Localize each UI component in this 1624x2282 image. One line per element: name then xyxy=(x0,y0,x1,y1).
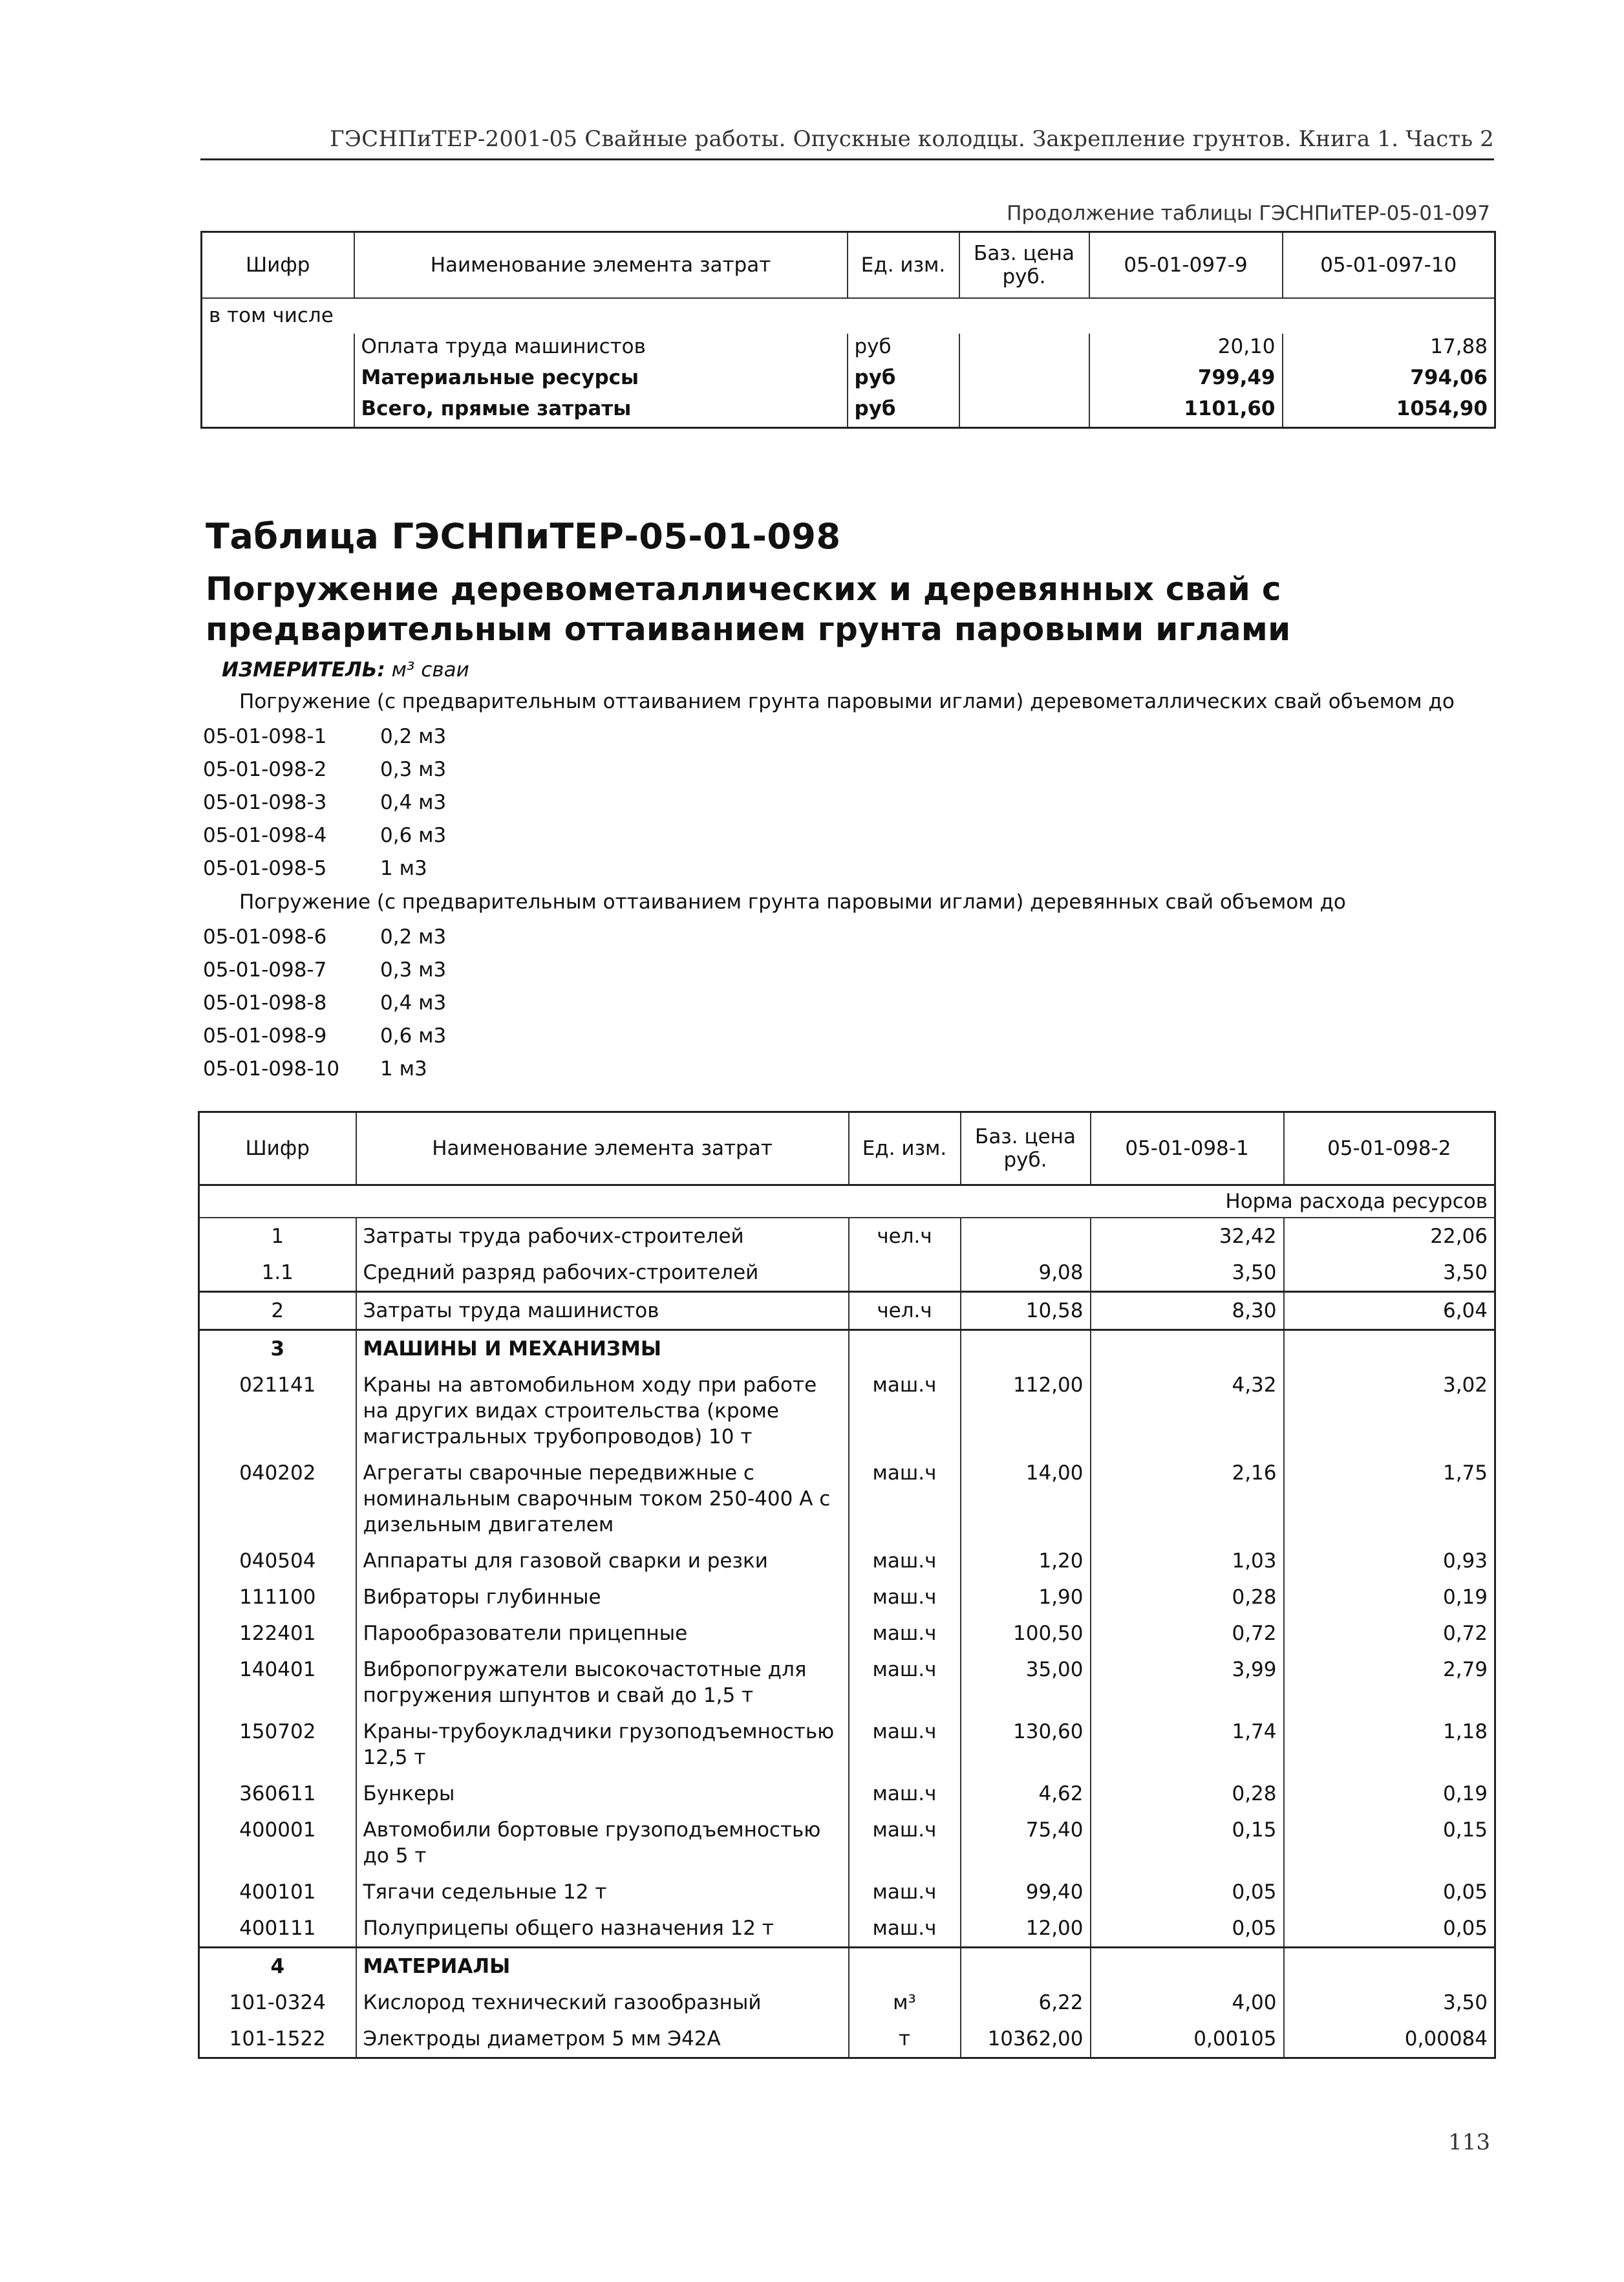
cell-price xyxy=(961,1330,1091,1368)
cell-value-2: 0,05 xyxy=(1284,1874,1495,1910)
cell-name: Электроды диаметром 5 мм Э42А xyxy=(356,2021,849,2058)
cell-name: в том числе xyxy=(202,298,1495,334)
code-volume: 0,4 м3 xyxy=(380,991,447,1015)
cell-name: Аппараты для газовой сварки и резки xyxy=(356,1543,849,1579)
cell-unit: руб xyxy=(848,396,959,428)
cell-price xyxy=(959,334,1089,365)
col-header-code: Шифр xyxy=(202,232,354,299)
code-list-item xyxy=(203,1024,656,1057)
cell-value-1: 4,32 xyxy=(1091,1367,1284,1455)
cell-price: 9,08 xyxy=(961,1254,1091,1292)
cell-code: 2 xyxy=(199,1292,356,1330)
cell-price: 14,00 xyxy=(961,1455,1091,1543)
cell-value-2: 0,15 xyxy=(1284,1812,1495,1874)
col-header-name: Наименование элемента затрат xyxy=(356,1112,849,1185)
cell-value-1 xyxy=(1091,1948,1284,1985)
table-row xyxy=(199,1910,1495,1948)
table-row xyxy=(202,396,1495,428)
cell-name: Вибропогружатели высокочастотные для погружения шпунтов и свай до 1,5 т xyxy=(356,1652,849,1714)
table-row xyxy=(199,1776,1495,1812)
code-list-item xyxy=(203,991,656,1024)
cell-value-2: 2,79 xyxy=(1284,1652,1495,1714)
cell-value-1: 3,99 xyxy=(1091,1652,1284,1714)
resource-table xyxy=(198,1111,1496,2059)
cell-value-1: 3,50 xyxy=(1091,1254,1284,1292)
code-list-metal-wood xyxy=(203,725,656,890)
continuation-body xyxy=(202,298,1495,428)
code-list-wood xyxy=(203,925,656,1090)
cell-value-2: 0,19 xyxy=(1284,1579,1495,1615)
code-id: 05-01-098-10 xyxy=(203,1057,340,1081)
running-header: ГЭСНПиТЕР-2001-05 Свайные работы. Опускные колодцы. Закрепление грунтов. Книга 1. Часть 2 xyxy=(330,126,1494,152)
cell-name: Средний разряд рабочих-строителей xyxy=(356,1254,849,1292)
cell-unit: маш.ч xyxy=(849,1812,961,1874)
cell-value-2: 22,06 xyxy=(1284,1218,1495,1254)
cell-code: 4 xyxy=(199,1948,356,1985)
cell-name: Агрегаты сварочные передвижные с номинальным сварочным током 250-400 А с дизельным двигателем xyxy=(356,1455,849,1543)
cell-code: 140401 xyxy=(199,1652,356,1714)
cell-name: Краны-трубоукладчики грузоподъемностью 12,5 т xyxy=(356,1714,849,1776)
cell-unit: руб xyxy=(848,334,959,365)
code-volume: 0,3 м3 xyxy=(380,758,447,781)
cell-price: 4,62 xyxy=(961,1776,1091,1812)
cell-price: 10,58 xyxy=(961,1292,1091,1330)
header-divider xyxy=(200,158,1494,160)
cell-code xyxy=(202,334,354,365)
cell-value-1: 8,30 xyxy=(1091,1292,1284,1330)
table-row xyxy=(199,1330,1495,1368)
cell-unit: чел.ч xyxy=(849,1292,961,1330)
cell-price: 35,00 xyxy=(961,1652,1091,1714)
cell-code: 400001 xyxy=(199,1812,356,1874)
measure-line xyxy=(222,658,469,682)
cell-value-2: 794,06 xyxy=(1283,365,1495,396)
continuation-table xyxy=(200,231,1496,429)
cell-value-2: 3,50 xyxy=(1284,1985,1495,2021)
code-volume: 0,6 м3 xyxy=(380,824,447,847)
col-header-v1: 05-01-098-1 xyxy=(1091,1112,1284,1185)
cell-unit: маш.ч xyxy=(849,1714,961,1776)
table-row xyxy=(199,1367,1495,1455)
cell-value-2: 6,04 xyxy=(1284,1292,1495,1330)
cell-value-1: 0,28 xyxy=(1091,1776,1284,1812)
resource-header-row xyxy=(199,1112,1495,1185)
cell-price: 10362,00 xyxy=(961,2021,1091,2058)
table-row xyxy=(199,1455,1495,1543)
cell-unit xyxy=(849,1330,961,1368)
table-title: Таблица ГЭСНПиТЕР-05-01-098 xyxy=(206,516,841,557)
cell-code: 101-0324 xyxy=(199,1985,356,2021)
table-row xyxy=(199,2021,1495,2058)
cell-price: 112,00 xyxy=(961,1367,1091,1455)
cell-code: 360611 xyxy=(199,1776,356,1812)
cell-unit: маш.ч xyxy=(849,1874,961,1910)
cell-name: Затраты труда рабочих-строителей xyxy=(356,1218,849,1254)
table-row xyxy=(199,1218,1495,1254)
code-list-item xyxy=(203,958,656,991)
code-id: 05-01-098-5 xyxy=(203,857,327,880)
code-id: 05-01-098-6 xyxy=(203,925,327,949)
cell-unit: маш.ч xyxy=(849,1910,961,1948)
col-header-code: Шифр xyxy=(199,1112,356,1185)
cell-unit: маш.ч xyxy=(849,1615,961,1652)
cell-code: 1.1 xyxy=(199,1254,356,1292)
cell-code: 122401 xyxy=(199,1615,356,1652)
cell-code: 111100 xyxy=(199,1579,356,1615)
code-id: 05-01-098-9 xyxy=(203,1024,327,1048)
code-volume: 1 м3 xyxy=(380,857,427,880)
cell-code: 040504 xyxy=(199,1543,356,1579)
code-list-item xyxy=(203,758,656,791)
cell-value-2: 17,88 xyxy=(1283,334,1495,365)
cell-price: 75,40 xyxy=(961,1812,1091,1874)
cell-value-1: 0,15 xyxy=(1091,1812,1284,1874)
code-volume: 0,4 м3 xyxy=(380,791,447,814)
table-row xyxy=(202,334,1495,365)
cell-price xyxy=(961,1218,1091,1254)
col-header-name: Наименование элемента затрат xyxy=(354,232,848,299)
cell-value-1 xyxy=(1091,1330,1284,1368)
resource-body xyxy=(199,1185,1495,2058)
cell-unit: м³ xyxy=(849,1985,961,2021)
code-id: 05-01-098-2 xyxy=(203,758,327,781)
code-volume: 0,2 м3 xyxy=(380,725,447,748)
cell-unit: руб xyxy=(848,365,959,396)
cell-unit xyxy=(849,1948,961,1985)
cell-name: Парообразователи прицепные xyxy=(356,1615,849,1652)
cell-value-1: 0,28 xyxy=(1091,1579,1284,1615)
table-row xyxy=(199,1874,1495,1910)
cell-name: Вибраторы глубинные xyxy=(356,1579,849,1615)
cell-unit: т xyxy=(849,2021,961,2058)
col-header-unit: Ед. изм. xyxy=(849,1112,961,1185)
code-volume: 0,3 м3 xyxy=(380,958,447,982)
code-id: 05-01-098-8 xyxy=(203,991,327,1015)
cell-value-2: 1054,90 xyxy=(1283,396,1495,428)
norma-label: Норма расхода ресурсов xyxy=(199,1185,1495,1218)
code-volume: 1 м3 xyxy=(380,1057,427,1081)
table-row xyxy=(199,1652,1495,1714)
cell-value-2: 0,00084 xyxy=(1284,2021,1495,2058)
cell-value-2: 0,93 xyxy=(1284,1543,1495,1579)
norma-row xyxy=(199,1185,1495,1218)
cell-price: 100,50 xyxy=(961,1615,1091,1652)
cell-unit: маш.ч xyxy=(849,1652,961,1714)
cell-code: 101-1522 xyxy=(199,2021,356,2058)
code-list-item xyxy=(203,791,656,824)
cell-code: 3 xyxy=(199,1330,356,1368)
cell-value-2: 3,02 xyxy=(1284,1367,1495,1455)
cell-name: Тягачи седельные 12 т xyxy=(356,1874,849,1910)
cell-name: МАТЕРИАЛЫ xyxy=(356,1948,849,1985)
cell-name: Оплата труда машинистов xyxy=(354,334,848,365)
cell-price: 130,60 xyxy=(961,1714,1091,1776)
cell-price: 1,90 xyxy=(961,1579,1091,1615)
code-list-item xyxy=(203,1057,656,1090)
col-header-price: Баз. цена руб. xyxy=(959,232,1089,299)
table-row xyxy=(199,1812,1495,1874)
cell-code: 400101 xyxy=(199,1874,356,1910)
cell-unit: маш.ч xyxy=(849,1455,961,1543)
cell-unit: маш.ч xyxy=(849,1367,961,1455)
cell-value-2: 0,05 xyxy=(1284,1910,1495,1948)
table-row xyxy=(199,1615,1495,1652)
cell-price xyxy=(959,365,1089,396)
cell-name: Автомобили бортовые грузоподъемностью до 5 т xyxy=(356,1812,849,1874)
cell-code: 1 xyxy=(199,1218,356,1254)
cell-name: МАШИНЫ И МЕХАНИЗМЫ xyxy=(356,1330,849,1368)
table-row xyxy=(199,1985,1495,2021)
cell-code xyxy=(202,365,354,396)
cell-price: 99,40 xyxy=(961,1874,1091,1910)
cell-price: 12,00 xyxy=(961,1910,1091,1948)
code-list-item xyxy=(203,725,656,758)
description-wood: Погружение (с предварительным оттаиванием грунта паровыми иглами) деревянных свай объемом до xyxy=(239,890,1346,914)
code-list-item xyxy=(203,824,656,857)
code-id: 05-01-098-7 xyxy=(203,958,327,982)
cell-code xyxy=(202,396,354,428)
cell-name: Полуприцепы общего назначения 12 т xyxy=(356,1910,849,1948)
cell-name: Кислород технический газообразный xyxy=(356,1985,849,2021)
col-header-v2: 05-01-098-2 xyxy=(1284,1112,1495,1185)
cell-value-2: 1,18 xyxy=(1284,1714,1495,1776)
continuation-header-row xyxy=(202,232,1495,299)
cell-value-1: 2,16 xyxy=(1091,1455,1284,1543)
cell-value-1: 0,72 xyxy=(1091,1615,1284,1652)
continuation-caption: Продолжение таблицы ГЭСНПиТЕР-05-01-097 xyxy=(1007,202,1490,225)
cell-unit xyxy=(849,1254,961,1292)
cell-code: 040202 xyxy=(199,1455,356,1543)
cell-price xyxy=(959,396,1089,428)
cell-value-1: 0,05 xyxy=(1091,1874,1284,1910)
cell-value-1: 0,05 xyxy=(1091,1910,1284,1948)
cell-value-1: 1,03 xyxy=(1091,1543,1284,1579)
cell-value-2: 1,75 xyxy=(1284,1455,1495,1543)
cell-unit: маш.ч xyxy=(849,1579,961,1615)
table-row xyxy=(199,1543,1495,1579)
code-id: 05-01-098-1 xyxy=(203,725,327,748)
cell-value-1: 799,49 xyxy=(1089,365,1283,396)
table-row xyxy=(202,298,1495,334)
cell-unit: маш.ч xyxy=(849,1776,961,1812)
code-volume: 0,2 м3 xyxy=(380,925,447,949)
cell-unit: маш.ч xyxy=(849,1543,961,1579)
cell-name: Затраты труда машинистов xyxy=(356,1292,849,1330)
cell-code: 021141 xyxy=(199,1367,356,1455)
code-id: 05-01-098-4 xyxy=(203,824,327,847)
cell-name: Бункеры xyxy=(356,1776,849,1812)
table-row xyxy=(199,1579,1495,1615)
col-header-price: Баз. цена руб. xyxy=(961,1112,1091,1185)
table-row xyxy=(202,365,1495,396)
col-header-v2: 05-01-097-10 xyxy=(1283,232,1495,299)
description-metal-wood: Погружение (с предварительным оттаиванием грунта паровыми иглами) деревометаллических свай объемом до xyxy=(239,690,1455,713)
code-list-item xyxy=(203,857,656,890)
cell-name: Краны на автомобильном ходу при работе на других видах строительства (кроме магистральных трубопроводов) 10 т xyxy=(356,1367,849,1455)
table-row xyxy=(199,1714,1495,1776)
cell-value-1: 32,42 xyxy=(1091,1218,1284,1254)
table-subtitle: Погружение деревометаллических и деревянных свай с предварительным оттаиванием грунта паровыми иглами xyxy=(206,570,1291,648)
cell-value-1: 20,10 xyxy=(1089,334,1283,365)
cell-value-2: 0,19 xyxy=(1284,1776,1495,1812)
cell-value-1: 4,00 xyxy=(1091,1985,1284,2021)
cell-value-1: 0,00105 xyxy=(1091,2021,1284,2058)
table-row xyxy=(199,1254,1495,1292)
page-number: 113 xyxy=(1448,2129,1490,2155)
cell-value-1: 1,74 xyxy=(1091,1714,1284,1776)
cell-value-1: 1101,60 xyxy=(1089,396,1283,428)
cell-name: Всего, прямые затраты xyxy=(354,396,848,428)
measure-value: м³ сваи xyxy=(391,658,469,682)
cell-value-2: 0,72 xyxy=(1284,1615,1495,1652)
cell-price xyxy=(961,1948,1091,1985)
code-list-item xyxy=(203,925,656,958)
col-header-unit: Ед. изм. xyxy=(848,232,959,299)
cell-value-2: 3,50 xyxy=(1284,1254,1495,1292)
cell-code: 400111 xyxy=(199,1910,356,1948)
col-header-v1: 05-01-097-9 xyxy=(1089,232,1283,299)
cell-code: 150702 xyxy=(199,1714,356,1776)
table-row xyxy=(199,1292,1495,1330)
cell-name: Материальные ресурсы xyxy=(354,365,848,396)
cell-unit: чел.ч xyxy=(849,1218,961,1254)
cell-price: 1,20 xyxy=(961,1543,1091,1579)
code-volume: 0,6 м3 xyxy=(380,1024,447,1048)
code-id: 05-01-098-3 xyxy=(203,791,327,814)
measure-label: ИЗМЕРИТЕЛЬ: xyxy=(222,658,385,682)
table-row xyxy=(199,1948,1495,1985)
cell-price: 6,22 xyxy=(961,1985,1091,2021)
cell-value-2 xyxy=(1284,1948,1495,1985)
cell-value-2 xyxy=(1284,1330,1495,1368)
